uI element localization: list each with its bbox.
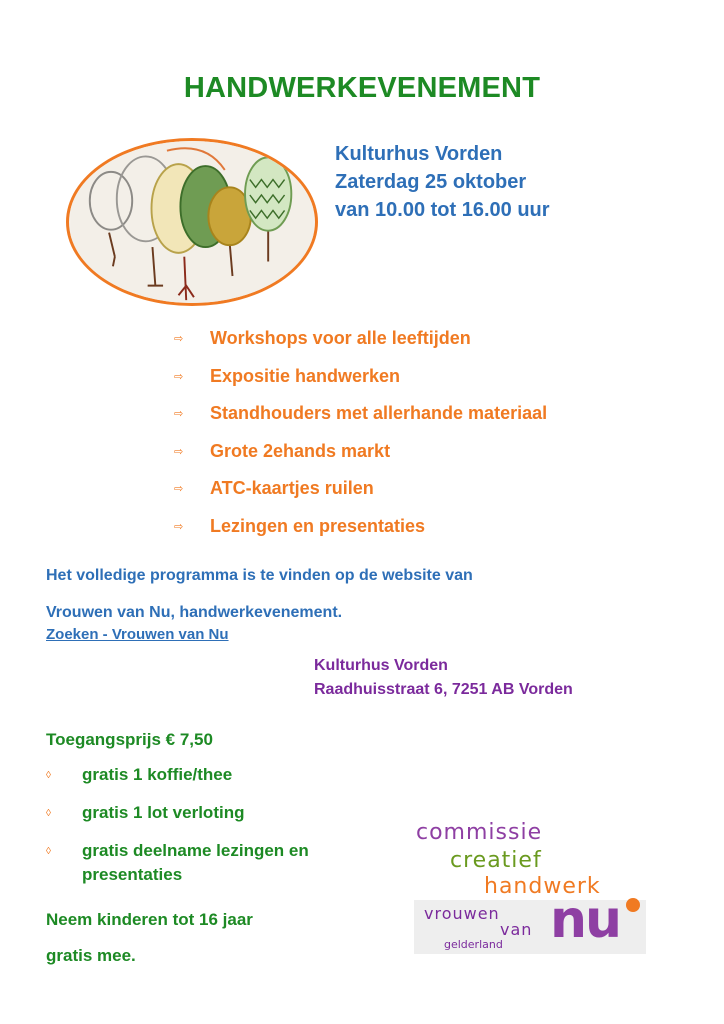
list-item: ◊ gratis deelname lezingen en presentaties <box>46 839 406 887</box>
list-item: ⇨ Workshops voor alle leeftijden <box>174 328 471 349</box>
list-item: ⇨ Standhouders met allerhande materiaal <box>174 403 548 424</box>
address-block <box>314 654 573 702</box>
arrow-right-icon: ⇨ <box>174 408 184 421</box>
list-item: ⇨ Expositie handwerken <box>174 365 401 386</box>
vrouwen-van-nu-logo: commissie creatief handwerk vrouwen van nu gelderland <box>410 818 650 958</box>
arrow-right-icon: ⇨ <box>174 483 184 496</box>
entry-price: Toegangsprijs € 7,50 <box>46 730 213 749</box>
event-info <box>335 140 550 224</box>
website-link[interactable]: Zoeken - Vrouwen van Nu <box>46 626 229 643</box>
address-street: Raadhuisstraat 6, 7251 AB Vorden <box>314 681 573 698</box>
kids-note: Neem kinderen tot 16 jaar gratis mee. <box>46 910 253 965</box>
arrow-right-icon: ⇨ <box>174 445 184 458</box>
event-venue: Kulturhus Vorden <box>335 143 503 165</box>
event-time: van 10.00 tot 16.00 uur <box>335 199 550 221</box>
program-text: Het volledige programma is te vinden op de website van Vrouwen van Nu, handwerkevenement. <box>46 567 473 621</box>
list-item: ⇨ ATC-kaartjes ruilen <box>174 478 374 499</box>
diamond-icon: ◊ <box>46 846 51 857</box>
arrow-right-icon: ⇨ <box>174 520 184 533</box>
diamond-icon: ◊ <box>46 770 51 781</box>
address-venue: Kulturhus Vorden <box>314 657 448 674</box>
page-title: HANDWERKEVENEMENT <box>183 72 541 104</box>
logo-dot-icon <box>626 898 640 912</box>
activities-list <box>174 320 547 545</box>
list-item: ⇨ Grote 2ehands markt <box>174 440 391 461</box>
embroidery-trees-image <box>66 138 318 306</box>
list-item: ⇨ Lezingen en presentaties <box>174 515 426 536</box>
diamond-icon: ◊ <box>46 808 51 819</box>
event-date: Zaterdag 25 oktober <box>335 171 527 193</box>
list-item: ◊ gratis 1 lot verloting <box>46 801 406 826</box>
arrow-right-icon: ⇨ <box>174 370 184 383</box>
list-item: ◊ gratis 1 koffie/thee <box>46 763 406 788</box>
arrow-right-icon: ⇨ <box>174 333 184 346</box>
perks-list <box>46 763 406 900</box>
